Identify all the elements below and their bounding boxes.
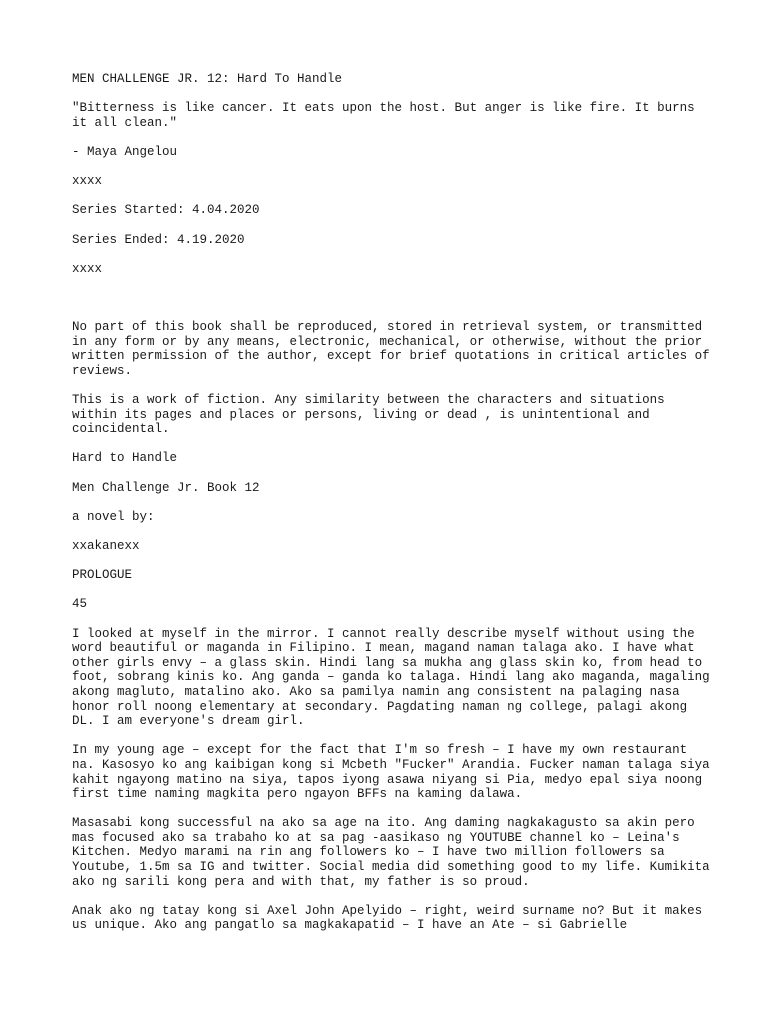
separator: xxxx: [72, 174, 103, 189]
book-series: Men Challenge Jr. Book 12: [72, 480, 260, 495]
copyright-notice: No part of this book shall be reproduced, stored in retrieval system, or transmitted in any form or by any means, electronic, mechanical, or otherwise, without the prior written permission of the author, except for brief quotations in critical articles of reviews.: [72, 320, 718, 378]
epigraph-author: - Maya Angelou: [72, 144, 178, 159]
body-paragraph: In my young age – except for the fact that I'm so fresh – I have my own restaurant na. Kasosyo ko ang kaibigan kong si Mcbeth "Fucker" Arandia. Fucker naman talaga siya kahit ngayong matino na siya, tapos iyong asawa niyang si Pia, medyo epal siya noong first time naming magkita pero ngayon BFFs na kaming dalawa.: [72, 743, 718, 802]
body-paragraph: Masasabi kong successful na ako sa age na ito. Ang daming nagkakagusto sa akin pero mas focused ako sa trabaho ko at sa pag -aasikaso ng YOUTUBE channel ko – Leina's Kitchen. Medyo marami na rin ang followers ko – I have two million followers sa Youtube, 1.5m sa IG and twitter. Social media did something good to my life. Kumikita ako ng sarili kong pera and with that, my father is so proud.: [72, 816, 718, 889]
body-paragraph: I looked at myself in the mirror. I cannot really describe myself without using the word beautiful or maganda in Filipino. I mean, magand naman talaga ako. I have what other girls envy – a glass skin. Hindi lang sa mukha ang glass skin ko, from head to foot, sobrang kinis ko. Ang ganda – ganda ko talaga. Hindi lang ako maganda, magaling akong magluto, matalino ako. Ako sa pamilya namin ang consistent na palaging nasa honor roll noong elementary at secondary. Pagdating naman ng college, palagi akong DL. I am everyone's dream girl.: [72, 626, 718, 729]
book-title: Hard to Handle: [72, 451, 178, 466]
series-ended: Series Ended: 4.19.2020: [72, 232, 245, 247]
body-paragraph: Anak ako ng tatay kong si Axel John Apelyido – right, weird surname no? But it makes us unique. Ako ang pangatlo sa magkakapatid – I have an Ate – si Gabrielle: [72, 903, 710, 933]
blank-space: [72, 291, 712, 320]
page-number: 45: [72, 597, 88, 612]
series-started: Series Started: 4.04.2020: [72, 203, 260, 218]
epigraph-quote: "Bitterness is like cancer. It eats upon the host. But anger is like fire. It burns it all clean.": [72, 101, 703, 130]
section-heading: PROLOGUE: [72, 568, 133, 583]
novel-by-label: a novel by:: [72, 509, 155, 524]
document-title: MEN CHALLENGE JR. 12: Hard To Handle: [72, 72, 343, 86]
separator: xxxx: [72, 261, 103, 276]
document-page: [72, 72, 718, 948]
fiction-disclaimer: This is a work of fiction. Any similarity between the characters and situations within its pages and places or persons, living or dead , is unintentional and coincidental.: [72, 393, 673, 437]
author-name: xxakanexx: [72, 539, 140, 553]
